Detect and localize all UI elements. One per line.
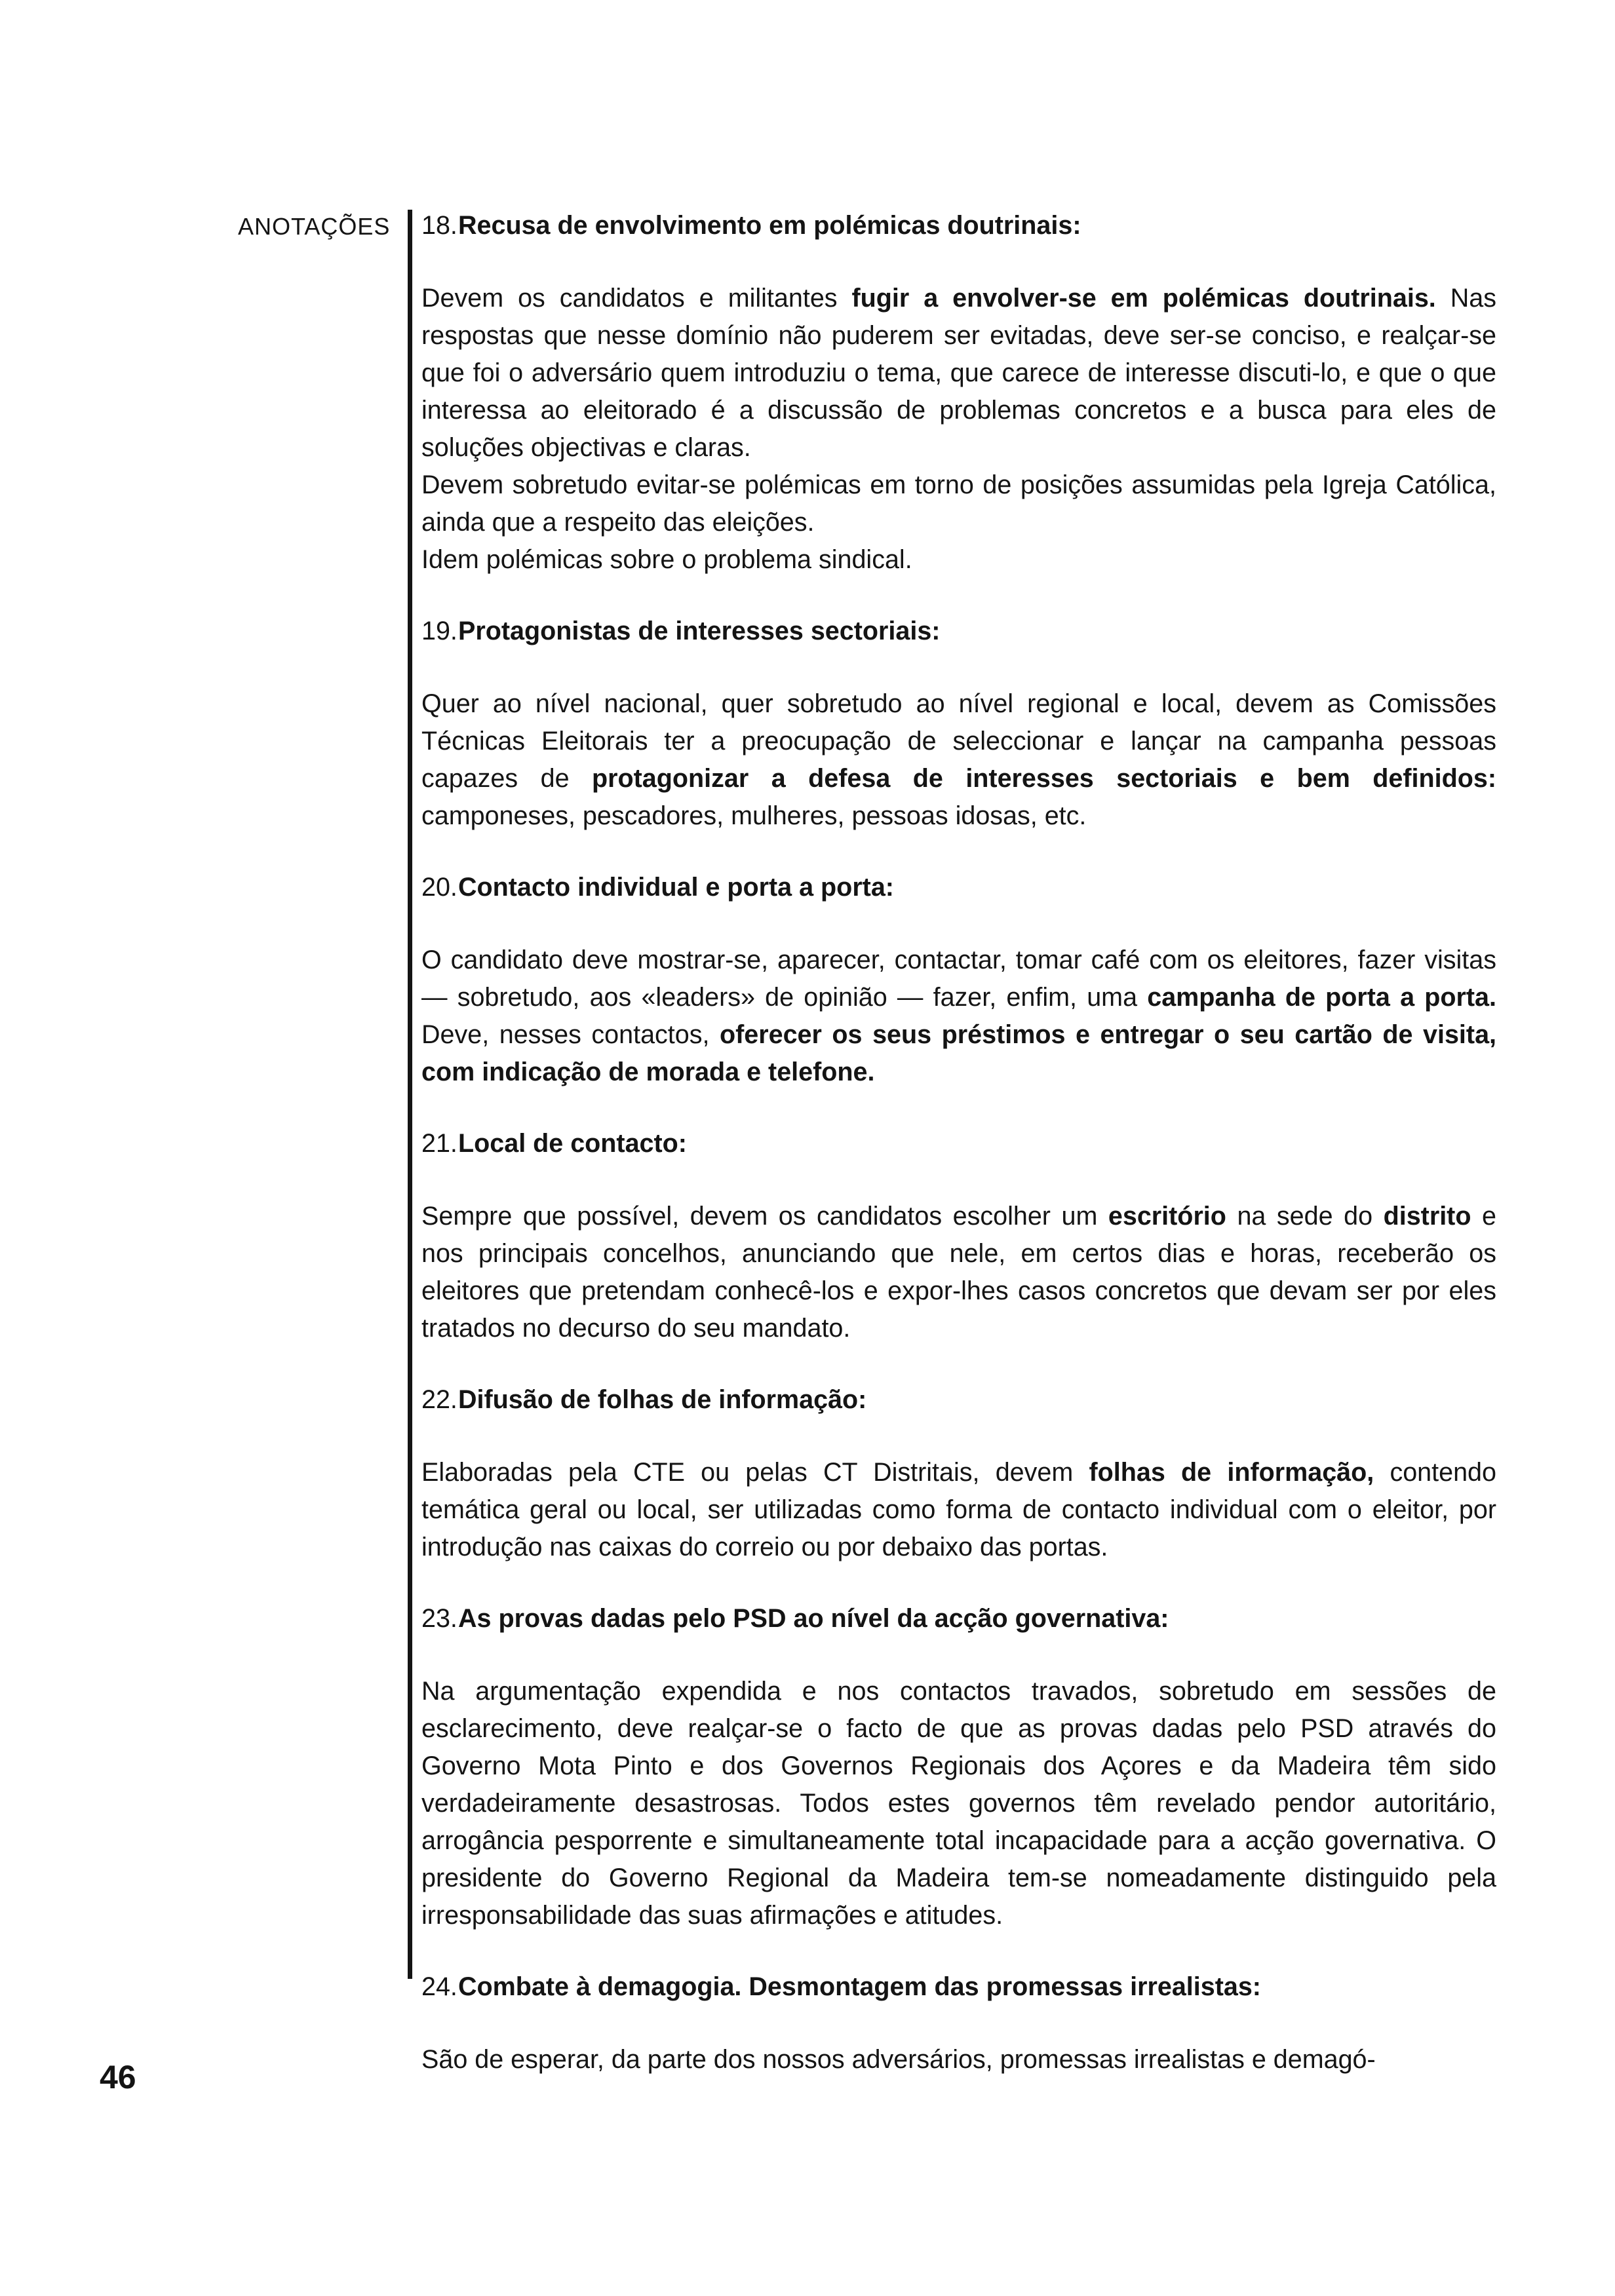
emphasis: folhas de informação, <box>1089 1458 1374 1487</box>
section-heading <box>421 1600 1496 1637</box>
section-18 <box>421 207 1496 579</box>
section-number: 22. <box>421 1385 457 1414</box>
section-21 <box>421 1125 1496 1347</box>
paragraph: O candidato deve mostrar-se, aparecer, contactar, tomar café com os eleitores, fazer visitas — sobretudo, aos «leaders» de opinião — fazer, enfim, uma campanha de porta a porta. Deve, nesses contactos, oferecer os seus préstimos e entregar o seu cartão de visita, com indicação de morada e telefone. <box>421 946 1497 1086</box>
section-title: As provas dadas pelo PSD ao nível da acção governativa: <box>458 1604 1169 1633</box>
section-heading <box>421 869 1496 906</box>
section-24 <box>421 1968 1496 2078</box>
paragraph: São de esperar, da parte dos nossos adversários, promessas irrealistas e demagó- <box>421 2045 1376 2074</box>
section-19 <box>421 613 1496 835</box>
emphasis: escritório <box>1108 1202 1226 1231</box>
section-gap <box>421 1566 1496 1600</box>
section-number: 24. <box>421 1972 457 2001</box>
section-gap <box>421 1934 1496 1968</box>
section-heading <box>421 1381 1496 1419</box>
emphasis: campanha de porta a porta. <box>1147 983 1496 1012</box>
section-20 <box>421 869 1496 1091</box>
paragraph: Idem polémicas sobre o problema sindical. <box>421 545 912 574</box>
section-gap <box>421 835 1496 869</box>
section-heading <box>421 1968 1496 2006</box>
section-heading <box>421 1125 1496 1162</box>
emphasis: protagonizar a defesa de interesses sectoriais e bem definidos: <box>592 764 1496 793</box>
section-number: 20. <box>421 873 457 902</box>
section-number: 19. <box>421 617 457 645</box>
section-gap <box>421 1091 1496 1125</box>
section-number: 23. <box>421 1604 457 1633</box>
section-22 <box>421 1381 1496 1566</box>
emphasis: fugir a envolver-se em polémicas doutrinais. <box>851 284 1436 313</box>
section-23 <box>421 1600 1496 1934</box>
section-heading <box>421 613 1496 650</box>
document-body <box>421 207 1496 2078</box>
paragraph: Devem sobretudo evitar-se polémicas em torno de posições assumidas pela Igreja Católica, ainda que a respeito das eleições. <box>421 470 1496 537</box>
section-title: Combate à demagogia. Desmontagem das promessas irrealistas: <box>458 1972 1261 2001</box>
section-gap <box>421 579 1496 613</box>
annotation-rule <box>408 210 412 1979</box>
paragraph: Na argumentação expendida e nos contactos travados, sobretudo em sessões de esclarecimento, deve realçar-se o facto de que as provas dadas pelo PSD através do Governo Mota Pinto e dos Governos Regionais dos Açores e da Madeira têm sido verdadeiramente desastrosas. Todos estes governos têm revelado pendor autoritário, arrogância pesporrente e simultaneamente total incapacidade para a acção governativa. O presidente do Governo Regional da Madeira tem-se nomeadamente distinguido pela irresponsabilidade das suas afirmações e atitudes. <box>421 1677 1496 1930</box>
paragraph: Devem os candidatos e militantes fugir a envolver-se em polémicas doutrinais. Nas respostas que nesse domínio não puderem ser evitadas, deve ser-se conciso, e realçar-se que foi o adversário quem introduziu o tema, que carece de interesse discuti-lo, e que o que interessa ao eleitorado é a discussão de problemas concretos e a busca para eles de soluções objectivas e claras. <box>421 284 1496 462</box>
section-title: Recusa de envolvimento em polémicas doutrinais: <box>458 211 1081 240</box>
page-number: 46 <box>100 2059 136 2095</box>
emphasis: distrito <box>1383 1202 1471 1231</box>
section-title: Contacto individual e porta a porta: <box>458 873 894 902</box>
section-title: Difusão de folhas de informação: <box>458 1385 867 1414</box>
margin-label: ANOTAÇÕES <box>238 213 391 240</box>
section-heading <box>421 207 1496 244</box>
paragraph: Elaboradas pela CTE ou pelas CT Distritais, devem folhas de informação, contendo temática geral ou local, ser utilizadas como forma de contacto individual com o eleitor, por introdução nas caixas do correio ou por debaixo das portas. <box>421 1458 1496 1561</box>
section-title: Local de contacto: <box>458 1129 687 1158</box>
paragraph: Quer ao nível nacional, quer sobretudo ao nível regional e local, devem as Comissões Técnicas Eleitorais ter a preocupação de seleccionar e lançar na campanha pessoas capazes de protagonizar a defesa de interesses sectoriais e bem definidos: camponeses, pescadores, mulheres, pessoas idosas, etc. <box>421 689 1496 830</box>
paragraph: Sempre que possível, devem os candidatos escolher um escritório na sede do distrito e nos principais concelhos, anunciando que nele, em certos dias e horas, receberão os eleitores que pretendam conhecê-los e expor-lhes casos concretos que devam ser por eles tratados no decurso do seu mandato. <box>421 1202 1496 1343</box>
section-number: 21. <box>421 1129 457 1158</box>
section-title: Protagonistas de interesses sectoriais: <box>458 617 941 645</box>
emphasis: oferecer os seus préstimos e entregar o seu cartão de visita, com indicação de morada e telefone. <box>421 1020 1497 1086</box>
section-gap <box>421 1347 1496 1381</box>
section-number: 18. <box>421 211 457 240</box>
